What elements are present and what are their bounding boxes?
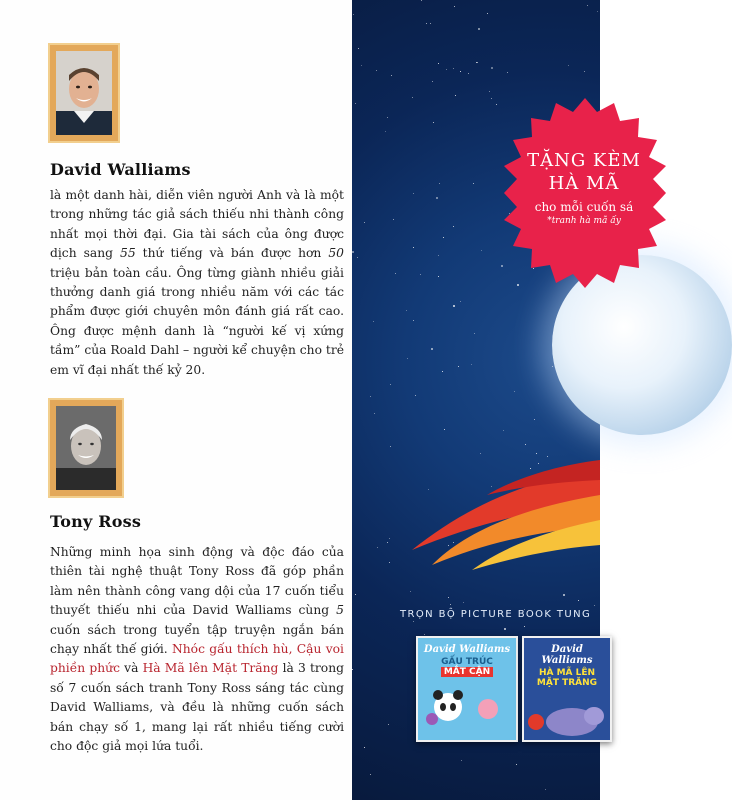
star [507,72,508,73]
book-author: David Walliams [541,644,593,666]
star [421,0,422,1]
star [388,724,389,725]
star [407,358,408,359]
author-bio-david-walliams: là một danh hài, diễn viên người Anh và là một trong những tác giả sách thiếu nhi thành công nhất mọi thời đại. Gia tài sách của ông được dịch sang 55 thứ tiếng và bán được hơn 50 triệu bản toàn cầu. Ông từng giành nhiều giải thưởng danh giá trong nhiều năm với các tác phẩm được giới chuyên môn đánh giá rất cao. Ông được mệnh danh là “người kế vị xứng tầm” của Roald Dahl – người kể chuyện cho trẻ em vĩ đại nhất thế kỷ 20. [50,188,344,377]
badge-line-3: cho mỗi cuốn sá [534,200,634,214]
book-title-link: Nhóc gấu thích hù, Cậu voi phiền phức [50,642,344,676]
star [463,602,464,603]
star [370,774,371,775]
series-tagline: TRỌN BỘ PICTURE BOOK TUNG [400,609,592,620]
star [516,764,517,765]
tony-ross-portrait-frame [50,400,122,496]
tony-ross-portrait [56,406,116,490]
star [584,71,585,72]
star [352,251,354,253]
david-walliams-portrait-frame [50,45,118,141]
star [487,13,488,14]
star [597,11,598,12]
star [355,594,356,595]
star [458,366,459,367]
star [432,81,433,82]
star [439,183,440,184]
book-title-link: Hà Mã lên Mặt Trăng [142,661,279,676]
star [385,131,386,132]
star [514,391,515,392]
star [448,597,449,598]
star [450,604,451,605]
star [361,65,362,66]
star [453,68,454,69]
star [438,276,439,277]
star [453,305,455,307]
star [474,333,475,334]
star [442,371,443,372]
star [460,71,461,72]
star [444,429,445,430]
star [391,75,392,76]
star [387,117,388,118]
star [438,255,439,256]
star [468,73,469,74]
star [373,321,374,322]
star [534,419,535,420]
star [370,396,371,397]
star [413,247,414,248]
star [431,348,433,350]
badge-line-4: *tranh hà mã ấy [547,216,621,226]
star [413,621,414,622]
book-author: David Walliams [423,644,511,655]
star [358,48,359,49]
star [587,5,588,6]
star [489,91,490,92]
star [568,65,569,66]
star [412,97,413,98]
book-title-line: GẤU TRÚC [441,657,493,667]
promo-badge-text [504,150,664,226]
star [461,760,462,761]
star [578,600,579,601]
star [353,14,354,15]
book-title-line: MẶT TRĂNG [536,678,598,688]
star [355,103,356,104]
star [364,222,365,223]
star [433,122,434,123]
star [471,364,472,365]
star [357,257,358,258]
star [491,67,493,69]
star [524,626,525,627]
star [436,197,438,199]
star [545,789,546,790]
left-page [0,0,352,800]
panda-illustration [418,677,512,727]
badge-line-1: TẶNG KÈM [527,150,641,171]
hippo-illustration [524,688,606,736]
star [481,250,482,251]
star [415,395,416,396]
star [426,23,427,24]
star [410,591,411,592]
david-walliams-portrait [56,51,112,135]
book-title-line: MẮT CẬN [441,667,493,677]
star [443,237,444,238]
star [477,62,478,63]
star [406,310,407,311]
star [473,183,474,184]
book-cover-hippo [522,636,612,742]
star [563,594,565,596]
star [413,193,414,194]
star [430,23,431,24]
star [454,6,455,7]
star [460,301,461,302]
star [504,628,506,630]
author-bio-tony-ross: Những minh họa sinh động và độc đáo của thiên tài nghệ thuật Tony Ross đã góp phần làm nên thành công vang dội của 17 cuốn tiểu thuyết thiếu nhi của David Walliams cùng 5 cuốn sách trong tuyển tập truyện ngắn bán chạy nhất thế giới. Nhóc gấu thích hù, Cậu voi phiền phức và Hà Mã lên Mặt Trăng là 3 trong số 7 cuốn sách tranh Tony Ross sáng tác cùng David Walliams, và đều là những cuốn sách bán chạy số 1, mang lại rất nhiều tiếng cười cho độc giả mọi lứa tuổi. [50,545,344,754]
rocket-flame-illustration [352,440,600,590]
author-name-tony-ross: Tony Ross [50,512,142,531]
star [552,366,553,367]
star [352,669,353,670]
book-title-line: HÀ MÃ LÊN [538,668,596,678]
author-name-david-walliams: David Walliams [50,160,191,179]
star [390,384,391,385]
badge-line-2: HÀ MÃ [548,173,620,194]
star [424,634,425,635]
star [478,28,480,30]
star [413,320,414,321]
book-cover-panda [416,636,518,742]
star [364,747,365,748]
star [374,413,375,414]
star [438,63,439,64]
book-title [418,657,516,677]
book-title [524,668,610,688]
star [420,274,421,275]
star [453,226,454,227]
star [376,70,377,71]
star [446,69,447,70]
cover-page [352,0,641,800]
star [503,430,504,431]
star [455,95,456,96]
star [393,219,394,220]
star [594,605,595,606]
star [395,273,396,274]
